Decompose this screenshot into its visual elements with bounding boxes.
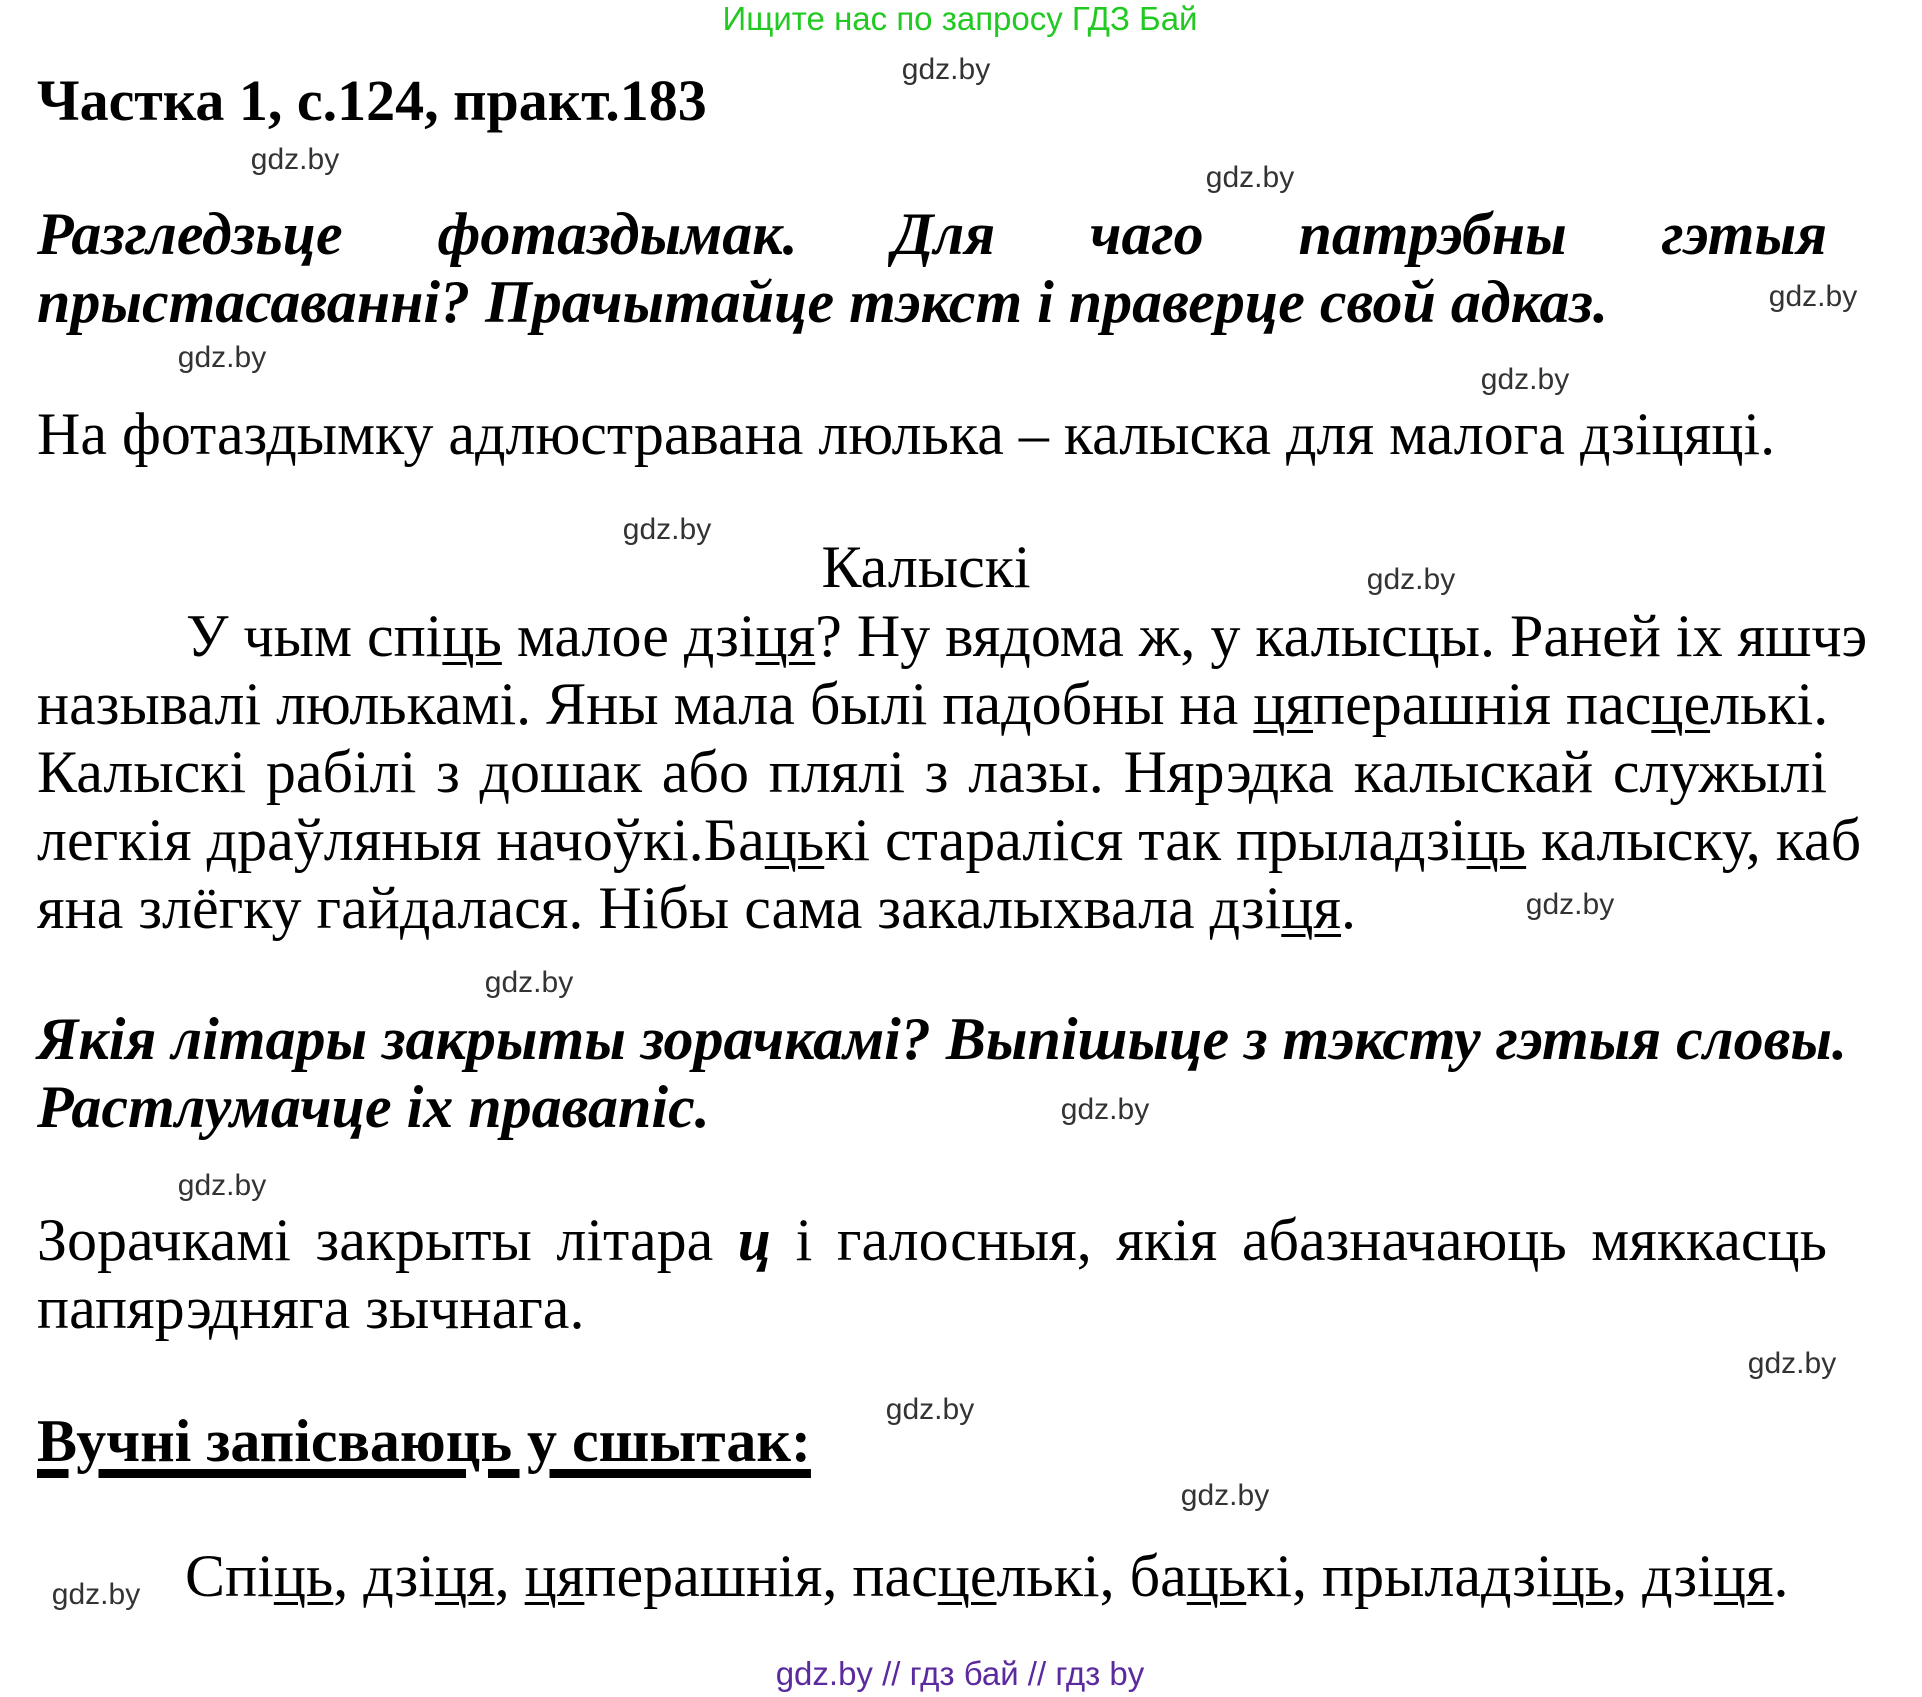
- text-segment: і галосныя, якія абазначаюць мяккасць: [771, 1207, 1827, 1273]
- story-title: Калыскі: [821, 534, 1031, 600]
- watermark: gdz.by: [1525, 888, 1615, 921]
- footer-watermark: gdz.by // гдз бай // гдз by: [775, 1655, 1145, 1692]
- watermark: gdz.by: [484, 966, 574, 999]
- watermark: gdz.by: [177, 341, 267, 374]
- underlined-spelling: ць: [273, 1543, 334, 1609]
- text-segment: калыску, каб: [1526, 807, 1862, 873]
- underlined-spelling: ця: [1281, 875, 1341, 941]
- answer1: На фотаздымку адлюстравана люлька – калыска для малога дзіцяці.: [37, 401, 1776, 467]
- watermark: gdz.by: [51, 1578, 141, 1611]
- watermark: gdz.by: [250, 143, 340, 176]
- underlined-spelling: це: [1651, 671, 1711, 737]
- text-segment: , дзі: [333, 1543, 435, 1609]
- answer2-line: [37, 1207, 1827, 1273]
- text-segment: кі, прыладзі: [1246, 1543, 1553, 1609]
- underlined-spelling: ць: [1552, 1543, 1613, 1609]
- underlined-spelling: ця: [1253, 671, 1314, 737]
- underlined-spelling: ць: [1466, 807, 1527, 873]
- question1-line-2: прыстасаванні? Прачытайце тэкст і праверце свой адказ.: [37, 269, 1608, 335]
- story-line: [37, 739, 1827, 805]
- story-line: [186, 603, 1868, 669]
- text-segment: Калыскі рабілі з дошак або плялі з лазы. Нярэдка калыскай служылі: [37, 739, 1827, 805]
- question2-line-2: Растлумачце іх правапіс.: [37, 1074, 710, 1140]
- text-segment: Спі: [185, 1543, 274, 1609]
- watermark: gdz.by: [1768, 280, 1858, 313]
- watermark: gdz.by: [1366, 563, 1456, 596]
- text-segment: лькі.: [1710, 671, 1829, 737]
- text-segment: .: [1773, 1543, 1789, 1609]
- text-segment: малое дзі: [501, 603, 756, 669]
- underlined-spelling: ць: [764, 807, 825, 873]
- story-line: [37, 807, 1862, 873]
- watermark: gdz.by: [1480, 363, 1570, 396]
- watermark: gdz.by: [177, 1169, 267, 1202]
- copy-line: [185, 1543, 1789, 1609]
- highlighted-letter: ц: [737, 1207, 772, 1273]
- text-segment: яна злёгку гайдалася. Нібы сама закалыхвала дзі: [37, 875, 1282, 941]
- text-segment: перашнія пас: [1313, 671, 1652, 737]
- text-segment: называлі люлькамі. Яны мала былі падобны на: [37, 671, 1254, 737]
- text-segment: .: [1341, 875, 1356, 941]
- text-segment: лькі, ба: [996, 1543, 1187, 1609]
- watermark: gdz.by: [622, 513, 712, 546]
- watermark: gdz.by: [1180, 1479, 1270, 1512]
- text-segment: легкія драўляныя начоўкі.Ба: [37, 807, 765, 873]
- copy-heading: Вучні запісваюць у сшытак:: [37, 1408, 811, 1474]
- watermark: gdz.by: [1747, 1347, 1837, 1380]
- text-segment: кі стараліся так прыладзі: [824, 807, 1467, 873]
- search-banner: Ищите нас по запросу ГДЗ Бай: [722, 0, 1198, 37]
- watermark: gdz.by: [885, 1393, 975, 1426]
- page-heading: Частка 1, с.124, практ.183: [37, 68, 707, 133]
- underlined-spelling: ць: [1186, 1543, 1247, 1609]
- text-segment: У чым спі: [186, 603, 443, 669]
- text-segment: ? Ну вядома ж, у калысцы. Раней іх яшчэ: [815, 603, 1868, 669]
- watermark: gdz.by: [1060, 1093, 1150, 1126]
- text-segment: перашнія, пас: [584, 1543, 938, 1609]
- underlined-spelling: ця: [434, 1543, 495, 1609]
- answer2-line: [37, 1275, 584, 1341]
- underlined-spelling: це: [937, 1543, 997, 1609]
- text-segment: папярэдняга зычнага.: [37, 1275, 585, 1341]
- underlined-spelling: ця: [524, 1543, 585, 1609]
- question2-line-1: Якія літары закрыты зорачкамі? Выпішыце з тэксту гэтыя словы.: [37, 1006, 1848, 1072]
- question1-line-1: Разгледзьце фотаздымак. Для чаго патрэбны гэтыя: [37, 201, 1827, 267]
- underlined-spelling: ця: [755, 603, 816, 669]
- watermark: gdz.by: [901, 53, 991, 86]
- text-segment: ,: [494, 1543, 525, 1609]
- text-segment: Зорачкамі закрыты літара: [37, 1207, 738, 1273]
- underlined-spelling: ць: [442, 603, 502, 669]
- story-line: [37, 671, 1827, 737]
- watermark: gdz.by: [1205, 161, 1295, 194]
- story-line: [37, 875, 1356, 941]
- underlined-spelling: ця: [1713, 1543, 1774, 1609]
- text-segment: , дзі: [1612, 1543, 1714, 1609]
